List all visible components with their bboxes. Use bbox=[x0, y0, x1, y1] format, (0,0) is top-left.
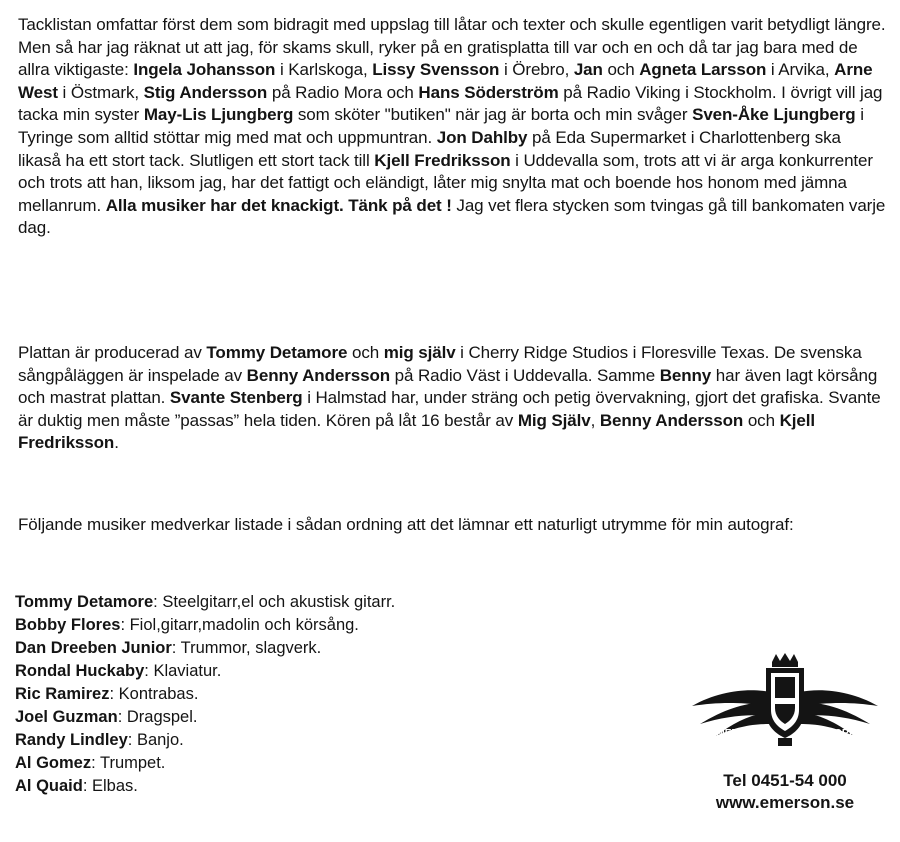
text-segment: i Cherry Ridge Studios i Floresville Texas. De svenska sångpåläggen är inspelade av bbox=[18, 343, 862, 385]
text-segment: i Örebro, bbox=[499, 60, 574, 80]
bold-text: Kjell Fredriksson bbox=[374, 150, 511, 170]
bold-text: Tommy Detamore bbox=[206, 343, 348, 362]
text-segment: Plattan är producerad av bbox=[18, 343, 207, 362]
text-segment: , bbox=[590, 410, 600, 430]
bold-text: Arne West bbox=[18, 60, 873, 102]
bold-text: Kjell Fredriksson bbox=[18, 410, 815, 453]
text-segment: och bbox=[602, 60, 640, 80]
text-segment: har även lagt körsång och mastrat plattan. bbox=[18, 365, 878, 408]
text-segment: och bbox=[743, 410, 780, 430]
musician-role: : Banjo. bbox=[127, 731, 184, 749]
text-segment: i Halmstad har, under sträng och petig övervakning, gjort det grafiska. Svante är duktig men måste ”passas” hela tiden. Kören på låt 16 består av bbox=[18, 388, 881, 430]
musician-name: Al Quaid bbox=[15, 777, 83, 795]
logo-left-text: EMERSON bbox=[709, 728, 761, 739]
bold-text: Svante Stenberg bbox=[169, 388, 303, 408]
musician-name: Al Gomez bbox=[15, 754, 92, 772]
text-segment: i Uddevalla som, trots att vi är arga konkurrenter och trots att han, liksom jag, har det fattigt och eländigt, låter mig snylta mat och boende hos honom med jämna mellanrum. bbox=[18, 150, 873, 215]
bold-text: Jon Dahlby bbox=[436, 127, 528, 147]
text-segment: på Radio Väst i Uddevalla. Samme bbox=[390, 365, 660, 385]
musician-item bbox=[15, 752, 635, 775]
musician-role: : Fiol,gitarr,madolin och körsång. bbox=[120, 616, 359, 634]
musicians-intro-paragraph bbox=[18, 514, 888, 537]
musician-name: Ric Ramirez bbox=[15, 685, 110, 703]
musician-item bbox=[15, 614, 635, 637]
text-segment: och bbox=[347, 343, 384, 362]
logo-right-text: RECORDS bbox=[812, 728, 864, 739]
bold-text: mig själv bbox=[383, 343, 456, 362]
musician-name: Bobby Flores bbox=[15, 616, 121, 634]
bold-text: Jan bbox=[573, 60, 603, 80]
text-segment: på Eda Supermarket i Charlottenberg ska likaså ha ett stort tack. Slutligen ett stort tack till bbox=[18, 127, 841, 170]
musician-item bbox=[15, 706, 635, 729]
musician-role: : Klaviatur. bbox=[144, 662, 222, 680]
text-segment: Följande musiker medverkar listade i sådan ordning att det lämnar ett naturligt utrymme för min autograf: bbox=[18, 515, 794, 534]
musician-role: : Trumpet. bbox=[91, 754, 166, 772]
text-segment: på Radio Mora och bbox=[267, 82, 419, 102]
musician-role: : Dragspel. bbox=[117, 708, 198, 726]
musician-item bbox=[15, 660, 635, 683]
text-segment: i Arvika, bbox=[766, 60, 835, 80]
text-segment: i Karlskoga, bbox=[275, 60, 373, 80]
bold-text: May-Lis Ljungberg bbox=[143, 105, 294, 125]
text-segment: Tacklistan omfattar först dem som bidragit med uppslag till låtar och texter och skulle egentligen varit betydligt längre. Men så har jag räknat ut att jag, för skams skull, ryker på en gratisplatta till var och en och då tar jag bara med de allra viktigaste: bbox=[18, 15, 886, 80]
musician-role: : Elbas. bbox=[82, 777, 138, 795]
phone-number: Tel 0451-54 000 bbox=[723, 771, 847, 790]
musician-role: : Trummor, slagverk. bbox=[171, 639, 322, 657]
bold-text: Ingela Johansson bbox=[133, 60, 276, 80]
website-url: www.emerson.se bbox=[715, 793, 855, 812]
acknowledgements-paragraph bbox=[18, 14, 888, 240]
bold-text: Agneta Larsson bbox=[639, 60, 767, 80]
production-credits-paragraph bbox=[18, 342, 888, 455]
bold-text: Alla musiker har det knackigt. Tänk på det ! bbox=[105, 195, 452, 215]
bold-text: Benny Andersson bbox=[599, 410, 744, 430]
bold-text: Lissy Svensson bbox=[372, 60, 500, 80]
bold-text: Mig Själv bbox=[517, 410, 591, 430]
musician-list bbox=[15, 591, 635, 798]
bold-text: Benny Andersson bbox=[246, 365, 391, 385]
bold-text: Hans Söderström bbox=[418, 82, 559, 102]
musician-item bbox=[15, 729, 635, 752]
musician-item bbox=[15, 591, 635, 614]
contact-info bbox=[690, 770, 880, 814]
musician-name: Tommy Detamore bbox=[15, 593, 154, 611]
text-segment: . bbox=[114, 433, 119, 453]
bold-text: Stig Andersson bbox=[143, 82, 268, 102]
musician-name: Randy Lindley bbox=[15, 731, 128, 749]
bold-text: Sven-Åke Ljungberg bbox=[692, 105, 856, 125]
text-segment: Jag vet flera stycken som tvingas gå till bankomaten varje dag. bbox=[18, 195, 886, 238]
text-segment: i Östmark, bbox=[57, 82, 144, 102]
text-segment: på Radio Viking i Stockholm. I övrigt vill jag tacka min syster bbox=[18, 82, 883, 125]
musician-name: Joel Guzman bbox=[15, 708, 118, 726]
musician-item bbox=[15, 775, 635, 798]
musician-role: : Kontrabas. bbox=[109, 685, 199, 703]
musician-name: Rondal Huckaby bbox=[15, 662, 145, 680]
musician-item bbox=[15, 683, 635, 706]
text-segment: i Tyringe som alltid stöttar mig med mat och uppmuntran. bbox=[18, 105, 864, 147]
musician-role: : Steelgitarr,el och akustisk gitarr. bbox=[153, 593, 396, 611]
musician-name: Dan Dreeben Junior bbox=[15, 639, 172, 657]
musician-item bbox=[15, 637, 635, 660]
text-segment: som sköter "butiken" när jag är borta och min svåger bbox=[293, 105, 693, 125]
bold-text: Benny bbox=[659, 365, 712, 385]
emerson-records-logo bbox=[690, 652, 880, 764]
